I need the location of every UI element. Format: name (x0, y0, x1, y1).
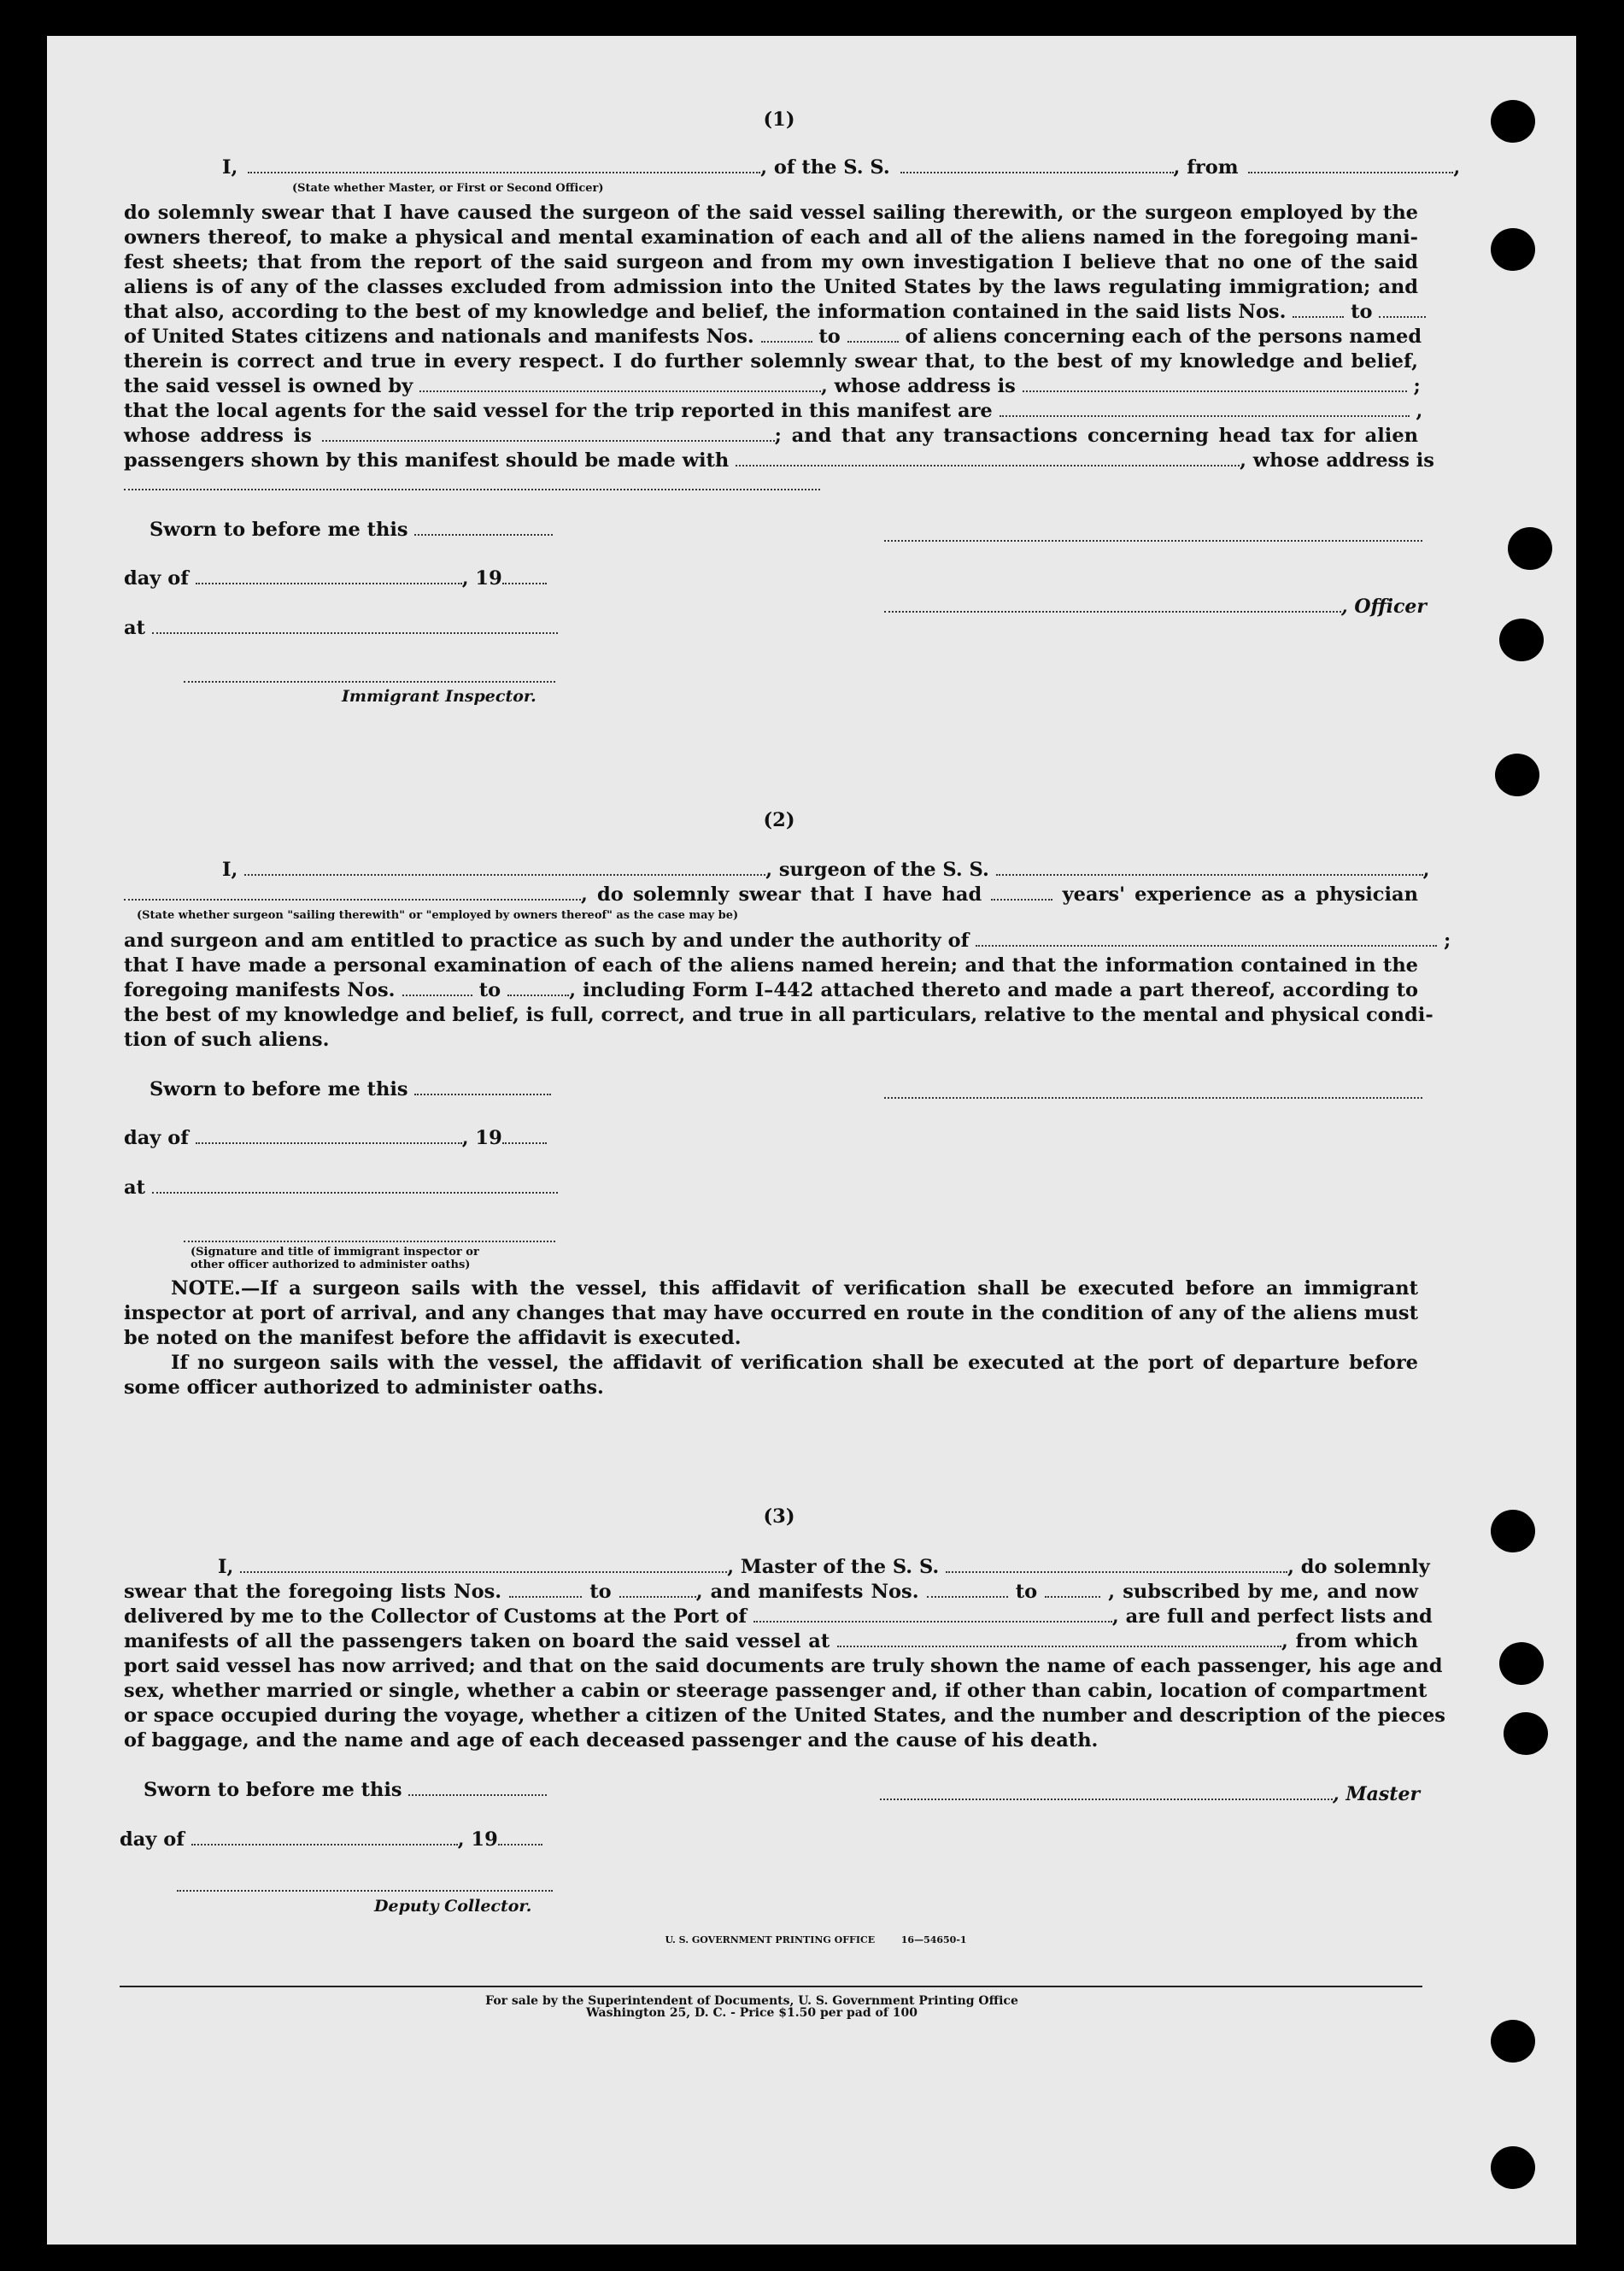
section-1-text (124, 156, 1461, 180)
punch-hole (1491, 1510, 1535, 1552)
footer-price-line: Washington 25, D. C. - Price $1.50 per pad of 100 (586, 2006, 918, 2020)
section-1-whose-line: whose address is ; and that any transactions concerning head tax for alien (124, 425, 1418, 447)
deputy-collector-signature-line[interactable] (177, 1890, 553, 1892)
section-1-correct-line: therein is correct and true in every respect. I do further solemnly swear that, to the best of my knowledge and belief, (124, 350, 1418, 373)
from-port-field[interactable] (1248, 171, 1453, 173)
note-line: If no surgeon sails with the vessel, the affidavit of verification shall be executed at the port of departure before (171, 1352, 1418, 1374)
note-line: inspector at port of arrival, and any changes that may have occurred en route in the condition of any of the aliens must (124, 1302, 1418, 1324)
punch-hole (1491, 2020, 1535, 2063)
surgeon-manifests-from-field[interactable] (402, 994, 472, 996)
master-lists-from-field[interactable] (509, 1595, 582, 1598)
section-1-body-line: owners thereof, to make a physical and mental examination of each and all of the aliens named in the foregoing mani- (124, 226, 1418, 249)
section-1-owned-line: the said vessel is owned by , whose address is ; (124, 375, 1421, 397)
section-3-number: (3) (763, 1505, 795, 1528)
section-3-line-4: manifests of all the passengers taken on board the said vessel at , from which (124, 1630, 1418, 1652)
agents-address-field[interactable] (322, 439, 775, 442)
master-sworn-day-field[interactable] (408, 1793, 547, 1796)
surgeon-signature-line[interactable] (884, 1097, 1422, 1099)
section-1-body-line: do solemnly swear that I have caused the surgeon of the said vessel sailing therewith, or the surgeon employed by the (124, 202, 1418, 224)
surgeon-status-field[interactable] (124, 898, 581, 901)
master-vessel-field[interactable] (946, 1570, 1287, 1573)
master-signature-block: , Master (880, 1783, 1420, 1805)
section-1-rank-caption: (State whether Master, or First or Second Officer) (292, 182, 604, 195)
officer-signature-line-2[interactable] (884, 610, 1341, 613)
surgeon-manifests-to-field[interactable] (507, 994, 569, 996)
signature-title-caption: (Signature and title of immigrant inspector or other officer authorized to administer oaths) (191, 1246, 479, 1271)
section-1-at: at (124, 617, 558, 639)
footer-rule (120, 1986, 1422, 1987)
section-2-body-line: tion of such aliens. (124, 1029, 330, 1051)
manifests-to-field[interactable] (847, 340, 899, 343)
section-1-body (124, 201, 1434, 473)
section-1-agents-line: that the local agents for the said vessel for the trip reported in this manifest are , (124, 400, 1423, 422)
section-2-authority-line: and surgeon and am entitled to practice as such by and under the authority of ; (124, 930, 1451, 952)
sworn-month-field[interactable] (196, 582, 462, 584)
section-1-line-1: I, , of the S. S. , from , (222, 156, 1461, 179)
section-2-status-caption: (State whether surgeon "sailing therewith" or "employed by owners thereof" as the case may be) (137, 909, 739, 922)
master-sworn-year-field[interactable] (498, 1843, 542, 1846)
sworn-place-field[interactable] (152, 631, 558, 634)
section-2-at: at (124, 1177, 558, 1199)
punch-hole (1495, 754, 1539, 796)
surgeon-sworn-year-field[interactable] (502, 1141, 547, 1144)
section-3-body-line: or space occupied during the voyage, whether a citizen of the United States, and the number and description of the pieces (124, 1705, 1445, 1727)
surgeon-sworn-day-field[interactable] (414, 1093, 551, 1095)
section-2-day-of: day of , 19 (124, 1127, 547, 1149)
punch-hole (1491, 2146, 1535, 2189)
section-3-body-line: of baggage, and the name and age of each deceased passenger and the cause of his death. (124, 1729, 1099, 1752)
section-2-note (124, 1276, 1418, 1400)
section-1-number: (1) (763, 109, 795, 131)
section-1-passengers-line: passengers shown by this manifest should be made with , whose address is (124, 449, 1434, 472)
immigrant-inspector-caption: Immigrant Inspector. (342, 687, 536, 706)
note-line: NOTE.—If a surgeon sails with the vessel, this affidavit of verification shall be executed before an immigrant (171, 1277, 1418, 1300)
surgeon-name-field[interactable] (244, 873, 765, 876)
master-manifests-from-field[interactable] (927, 1595, 1008, 1598)
section-3-day-of: day of , 19 (120, 1828, 542, 1851)
master-name-field[interactable] (240, 1570, 727, 1573)
section-3-line-2: swear that the foregoing lists Nos. to , and manifests Nos. to , subscribed by me, and now (124, 1581, 1418, 1603)
boarding-port-field[interactable] (837, 1645, 1281, 1647)
owner-address-field[interactable] (1023, 390, 1407, 392)
section-1-sworn-label: Sworn to before me this (150, 519, 553, 541)
footer-sale-line: For sale by the Superintendent of Documents, U. S. Government Printing Office (485, 1994, 1018, 2008)
years-experience-field[interactable] (991, 898, 1052, 901)
punch-hole (1491, 228, 1535, 271)
note-line: some officer authorized to administer oaths. (124, 1376, 604, 1399)
section-2-number: (2) (763, 809, 795, 831)
section-2-body-line: the best of my knowledge and belief, is full, correct, and true in all particulars, relative to the mental and physical condi- (124, 1004, 1433, 1026)
section-1-body-line: aliens is of any of the classes excluded from admission into the United States by the laws regulating immigration; and (124, 276, 1418, 298)
rank-field[interactable] (248, 171, 760, 173)
note-line: be noted on the manifest before the affidavit is executed. (124, 1327, 742, 1349)
lists-from-field[interactable] (1293, 315, 1344, 318)
section-1-day-of: day of , 19 (124, 567, 547, 590)
section-2-body-line: that I have made a personal examination of each of the aliens named herein; and that the information contained in the (124, 954, 1418, 977)
inspector-signature-line[interactable] (184, 681, 555, 683)
owner-field[interactable] (419, 390, 821, 392)
vessel-name-field[interactable] (900, 171, 1174, 173)
officer-signature-block: , Officer (884, 596, 1427, 618)
section-3-line-3: delivered by me to the Collector of Customs at the Port of , are full and perfect lists and (124, 1605, 1433, 1628)
section-1-lists-line: that also, according to the best of my knowledge and belief, the information contained in the said lists Nos. to (124, 300, 1418, 325)
master-signature-line[interactable] (880, 1798, 1333, 1800)
section-3-line-1: I, , Master of the S. S. , do solemnly (218, 1556, 1430, 1578)
deputy-collector-caption: Deputy Collector. (374, 1897, 532, 1916)
section-2-line-1: I, , surgeon of the S. S. , (222, 859, 1430, 881)
master-sworn-month-field[interactable] (191, 1843, 458, 1846)
section-1-body-line: fest sheets; that from the report of the said surgeon and from my own investigation I believe that no one of the said (124, 251, 1418, 273)
section-2-foregoing-line: foregoing manifests Nos. to , including Form I–442 attached thereto and made a part thereof, according to (124, 979, 1418, 1001)
section-2-body (124, 929, 1451, 1053)
authorized-officer-signature-line[interactable] (184, 1241, 555, 1242)
surgeon-vessel-field[interactable] (996, 873, 1423, 876)
section-3-body-line: port said vessel has now arrived; and that on the said documents are truly shown the name of each passenger, his age and (124, 1655, 1443, 1677)
punch-hole (1499, 1642, 1544, 1685)
section-2-top (124, 858, 1430, 907)
punch-hole (1491, 100, 1535, 143)
head-tax-address-field[interactable] (124, 489, 820, 490)
section-3-body-line: sex, whether married or single, whether a cabin or steerage passenger and, if other than cabin, location of compartment (124, 1680, 1428, 1702)
head-tax-party-field[interactable] (736, 464, 1240, 467)
surgeon-sworn-place-field[interactable] (152, 1191, 558, 1194)
lists-to-field[interactable] (1379, 315, 1426, 318)
master-manifests-to-field[interactable] (1045, 1595, 1100, 1598)
officer-signature-line-1[interactable] (884, 540, 1422, 542)
section-1-manifests-line: of United States citizens and nationals and manifests Nos. to of aliens concerning each of the persons named (124, 326, 1422, 348)
manifests-from-field[interactable] (761, 340, 812, 343)
form-page (47, 36, 1576, 2245)
punch-hole (1499, 619, 1544, 661)
section-3-sworn-label: Sworn to before me this (144, 1779, 547, 1801)
punch-hole (1508, 527, 1552, 570)
section-3-body (124, 1555, 1445, 1753)
sworn-day-field[interactable] (414, 533, 553, 536)
gpo-imprint: U. S. GOVERNMENT PRINTING OFFICE 16—54650-1 (665, 1934, 967, 1945)
master-lists-to-field[interactable] (619, 1595, 696, 1598)
authority-field[interactable] (976, 944, 1437, 947)
punch-hole (1504, 1712, 1548, 1755)
surgeon-sworn-month-field[interactable] (196, 1141, 462, 1144)
collector-port-field[interactable] (753, 1620, 1112, 1623)
section-2-sworn-label: Sworn to before me this (150, 1078, 551, 1100)
local-agents-field[interactable] (1000, 414, 1410, 417)
sworn-year-field[interactable] (502, 582, 547, 584)
section-2-line-2: , do solemnly swear that I have had years' experience as a physician (124, 883, 1418, 907)
